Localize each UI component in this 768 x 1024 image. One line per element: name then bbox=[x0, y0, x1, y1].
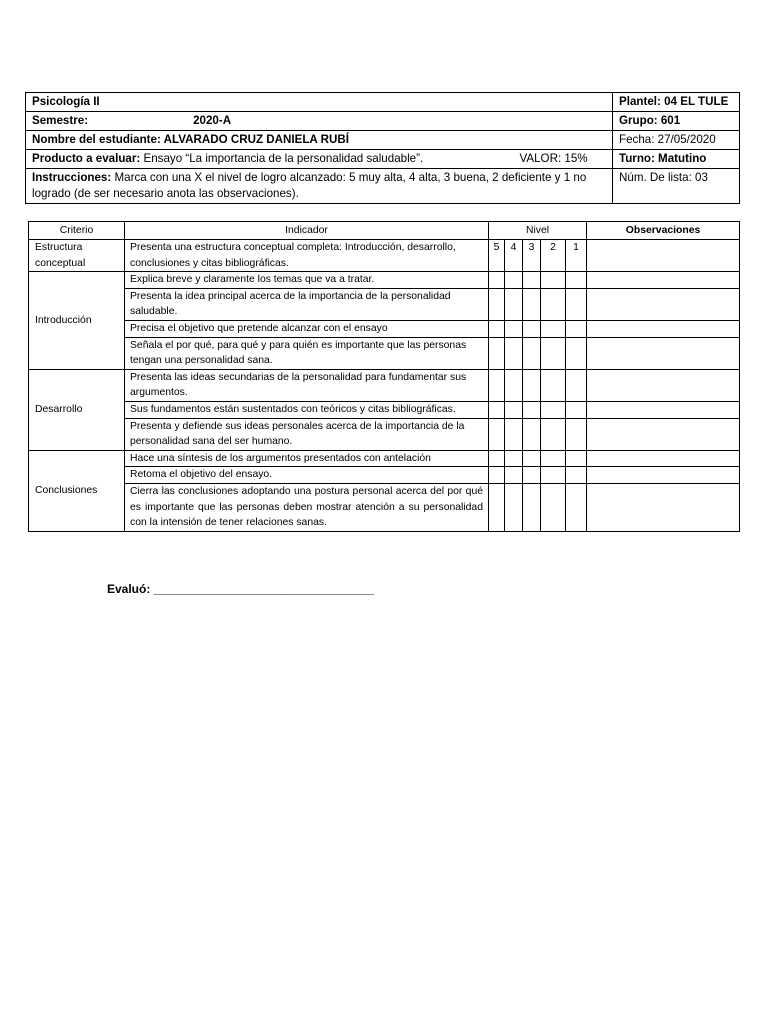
table-row bbox=[29, 483, 740, 531]
rubric-table bbox=[28, 221, 740, 532]
table-row bbox=[29, 418, 740, 450]
instructions-text: Marca con una X el nivel de logro alcanzado: 5 muy alta, 4 alta, 3 buena, 2 deficiente y 1 no logrado (de ser necesario anota las observaciones). bbox=[32, 171, 587, 200]
table-row bbox=[29, 288, 740, 320]
level-cell[interactable] bbox=[566, 450, 587, 467]
level-cell[interactable] bbox=[541, 467, 566, 484]
level-cell[interactable] bbox=[541, 337, 566, 369]
level-cell[interactable] bbox=[523, 450, 541, 467]
student-cell bbox=[26, 131, 613, 150]
semester-label: Semestre: bbox=[32, 114, 89, 127]
product-value: Ensayo “La importancia de la personalidad saludable”. bbox=[143, 152, 424, 165]
instructions-cell bbox=[26, 169, 613, 204]
level-cell[interactable] bbox=[505, 401, 523, 418]
indicator-cell: Presenta las ideas secundarias de la personalidad para fundamentar sus argumentos. bbox=[125, 369, 489, 401]
student-label: Nombre del estudiante: bbox=[32, 133, 161, 146]
instructions-label: Instrucciones: bbox=[32, 171, 112, 184]
semester-cell bbox=[26, 112, 613, 131]
indicator-cell: Presenta una estructura conceptual completa: Introducción, desarrollo, conclusiones y citas bibliográficas. bbox=[125, 240, 489, 272]
level-cell[interactable] bbox=[489, 401, 505, 418]
shift: Turno: Matutino bbox=[613, 150, 740, 169]
table-row bbox=[29, 272, 740, 289]
semester-value: 2020-A bbox=[193, 114, 232, 127]
level-cell[interactable] bbox=[523, 337, 541, 369]
level-cell[interactable] bbox=[541, 401, 566, 418]
level-cell[interactable] bbox=[489, 320, 505, 337]
level-cell[interactable] bbox=[489, 369, 505, 401]
level-cell[interactable] bbox=[523, 418, 541, 450]
level-cell[interactable] bbox=[566, 401, 587, 418]
observations-cell[interactable] bbox=[587, 240, 740, 272]
level-cell[interactable] bbox=[523, 401, 541, 418]
indicator-cell: Sus fundamentos están sustentados con teóricos y citas bibliográficas. bbox=[125, 401, 489, 418]
level-cell[interactable] bbox=[505, 450, 523, 467]
indicator-cell: Hace una síntesis de los argumentos presentados con antelación bbox=[125, 450, 489, 467]
observations-cell[interactable] bbox=[587, 337, 740, 369]
level-cell[interactable] bbox=[505, 418, 523, 450]
indicator-cell: Cierra las conclusiones adoptando una postura personal acerca del por qué es importante que las personas deben mostrar atención a su personalidad con la intensión de tener relaciones sanas. bbox=[125, 483, 489, 531]
level-cell[interactable] bbox=[541, 450, 566, 467]
level-cell[interactable] bbox=[541, 483, 566, 531]
level-cell[interactable] bbox=[489, 337, 505, 369]
indicator-cell: Explica breve y claramente los temas que va a tratar. bbox=[125, 272, 489, 289]
level-cell[interactable] bbox=[566, 288, 587, 320]
rubric-header-row bbox=[29, 222, 740, 240]
criterion-cell: Estructura conceptual bbox=[29, 240, 125, 272]
observations-cell[interactable] bbox=[587, 272, 740, 289]
level-cell[interactable] bbox=[505, 320, 523, 337]
table-row bbox=[29, 401, 740, 418]
criterion-cell: Introducción bbox=[29, 272, 125, 370]
observations-cell[interactable] bbox=[587, 288, 740, 320]
level-cell[interactable] bbox=[566, 418, 587, 450]
student-name: ALVARADO CRUZ DANIELA RUBÍ bbox=[163, 133, 349, 146]
table-row bbox=[29, 320, 740, 337]
level-cell[interactable] bbox=[505, 369, 523, 401]
evaluator-signature-line: Evaluó: _________________________________ bbox=[107, 582, 374, 596]
level-cell[interactable] bbox=[489, 450, 505, 467]
level-cell[interactable] bbox=[505, 337, 523, 369]
level-5-cell[interactable]: 5 bbox=[489, 240, 505, 272]
level-cell[interactable] bbox=[489, 272, 505, 289]
observations-cell[interactable] bbox=[587, 369, 740, 401]
level-cell[interactable] bbox=[489, 288, 505, 320]
list-number: Núm. De lista: 03 bbox=[613, 169, 740, 204]
level-1-cell[interactable]: 1 bbox=[566, 240, 587, 272]
indicator-cell: Precisa el objetivo que pretende alcanzar con el ensayo bbox=[125, 320, 489, 337]
indicator-cell: Señala el por qué, para qué y para quién es importante que las personas tengan una personalidad sana. bbox=[125, 337, 489, 369]
header-table bbox=[25, 92, 740, 204]
level-cell[interactable] bbox=[523, 483, 541, 531]
observations-header: Observaciones bbox=[587, 222, 740, 240]
level-cell[interactable] bbox=[505, 272, 523, 289]
observations-cell[interactable] bbox=[587, 320, 740, 337]
observations-cell[interactable] bbox=[587, 483, 740, 531]
level-cell[interactable] bbox=[523, 320, 541, 337]
indicator-cell: Presenta y defiende sus ideas personales acerca de la importancia de la personalidad sana del ser humano. bbox=[125, 418, 489, 450]
level-2-cell[interactable]: 2 bbox=[541, 240, 566, 272]
level-cell[interactable] bbox=[566, 483, 587, 531]
indicator-cell: Retoma el objetivo del ensayo. bbox=[125, 467, 489, 484]
table-row bbox=[29, 369, 740, 401]
criterion-cell: Desarrollo bbox=[29, 369, 125, 450]
level-cell[interactable] bbox=[489, 483, 505, 531]
level-cell[interactable] bbox=[523, 467, 541, 484]
value-label: VALOR: 15% bbox=[519, 152, 588, 165]
level-header: Nivel bbox=[489, 222, 587, 240]
level-cell[interactable] bbox=[523, 369, 541, 401]
level-cell[interactable] bbox=[566, 320, 587, 337]
level-cell[interactable] bbox=[566, 369, 587, 401]
table-row bbox=[29, 337, 740, 369]
criterion-cell: Conclusiones bbox=[29, 450, 125, 531]
level-cell[interactable] bbox=[523, 272, 541, 289]
observations-cell[interactable] bbox=[587, 467, 740, 484]
level-cell[interactable] bbox=[541, 418, 566, 450]
observations-cell[interactable] bbox=[587, 401, 740, 418]
level-cell[interactable] bbox=[523, 288, 541, 320]
product-cell bbox=[26, 150, 613, 169]
level-cell[interactable] bbox=[541, 320, 566, 337]
indicator-header: Indicador bbox=[125, 222, 489, 240]
table-row bbox=[29, 467, 740, 484]
level-cell[interactable] bbox=[566, 467, 587, 484]
level-cell[interactable] bbox=[541, 288, 566, 320]
group: Grupo: 601 bbox=[613, 112, 740, 131]
product-label: Producto a evaluar: bbox=[32, 152, 141, 165]
level-cell[interactable] bbox=[489, 418, 505, 450]
level-cell[interactable] bbox=[541, 272, 566, 289]
level-cell[interactable] bbox=[566, 272, 587, 289]
level-cell[interactable] bbox=[541, 369, 566, 401]
level-cell[interactable] bbox=[566, 337, 587, 369]
criterion-header: Criterio bbox=[29, 222, 125, 240]
campus: Plantel: 04 EL TULE bbox=[613, 93, 740, 112]
observations-cell[interactable] bbox=[587, 450, 740, 467]
table-row bbox=[29, 450, 740, 467]
table-row bbox=[29, 240, 740, 272]
subject: Psicología II bbox=[26, 93, 613, 112]
level-cell[interactable] bbox=[505, 467, 523, 484]
indicator-cell: Presenta la idea principal acerca de la importancia de la personalidad saludable. bbox=[125, 288, 489, 320]
date: Fecha: 27/05/2020 bbox=[613, 131, 740, 150]
level-cell[interactable] bbox=[505, 288, 523, 320]
observations-cell[interactable] bbox=[587, 418, 740, 450]
level-cell[interactable] bbox=[505, 483, 523, 531]
level-3-cell[interactable]: 3 bbox=[523, 240, 541, 272]
level-4-cell[interactable]: 4 bbox=[505, 240, 523, 272]
level-cell[interactable] bbox=[489, 467, 505, 484]
